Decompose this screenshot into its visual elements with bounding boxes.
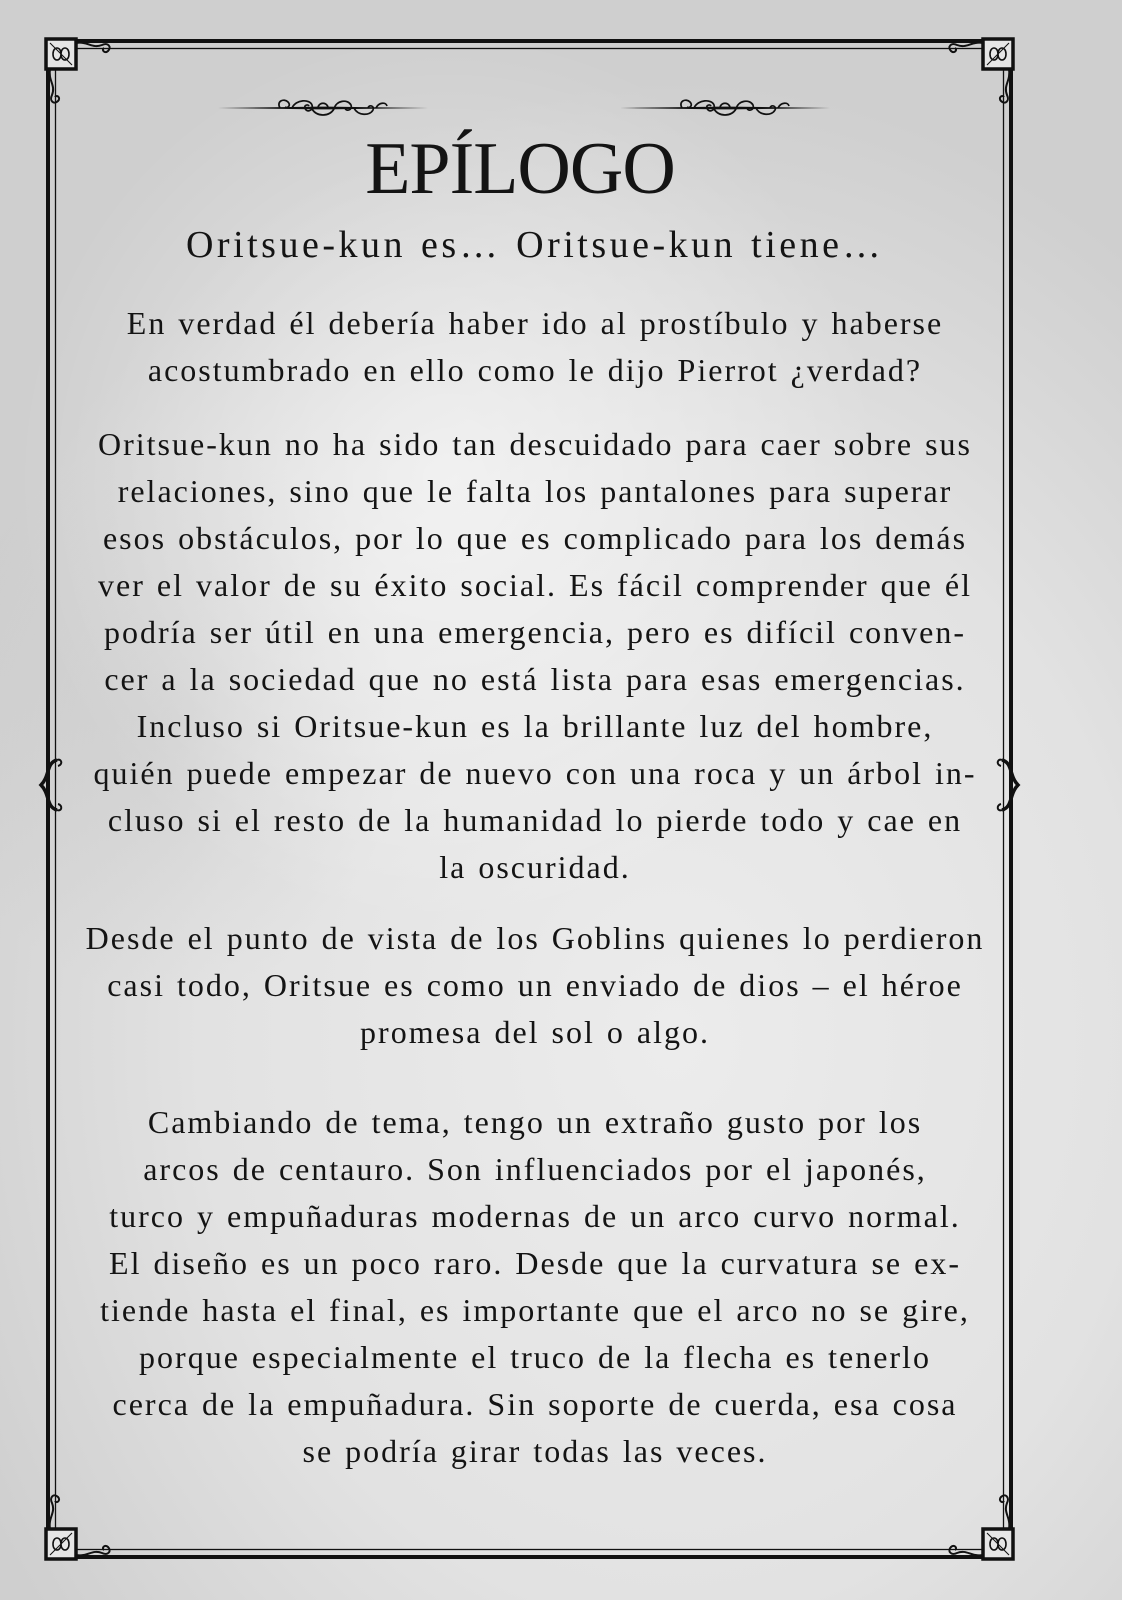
paragraph-2: [70, 421, 1000, 891]
text-line: cluso si el resto de la humanidad lo pierde todo y cae en: [107, 802, 963, 838]
text-line: Cambiando de tema, tengo un extraño gusto por los: [147, 1104, 923, 1140]
text-line: esos obstáculos, por lo que es complicado para los demás: [102, 520, 968, 556]
text-line: tiende hasta el final, es importante que el arco no se gire,: [100, 1292, 970, 1328]
text-line: ver el valor de su éxito social. Es fácil comprender que él: [98, 567, 972, 603]
page-title: EPÍLOGO: [365, 128, 675, 210]
text-line: Desde el punto de vista de los Goblins quienes lo perdieron: [85, 920, 985, 956]
header-flourish-right: [620, 100, 830, 115]
side-ornament-left: [41, 760, 61, 811]
paragraph-4: [70, 1099, 1000, 1475]
text-line: se podría girar todas las veces.: [302, 1433, 768, 1469]
text-line: cerca de la empuñadura. Sin soporte de cuerda, esa cosa: [112, 1386, 958, 1422]
text-line: turco y empuñaduras modernas de un arco curvo normal.: [109, 1198, 961, 1234]
text-line: quién puede empezar de nuevo con una roca y un árbol in-: [93, 755, 977, 791]
text-line: El diseño es un poco raro. Desde que la curvatura se ex-: [109, 1245, 961, 1281]
text-line: relaciones, sino que le falta los pantalones para superar: [117, 473, 953, 509]
paragraph-3: [70, 915, 1000, 1056]
text-line: cer a la sociedad que no está lista para esas emergencias.: [104, 661, 966, 697]
header-flourish-left: [218, 100, 428, 115]
text-line: porque especialmente el truco de la flecha es tenerlo: [139, 1339, 931, 1375]
text-line: acostumbrado en ello como le dijo Pierrot ¿verdad?: [147, 352, 923, 388]
text-line: Incluso si Oritsue-kun es la brillante luz del hombre,: [136, 708, 934, 744]
text-line: promesa del sol o algo.: [360, 1014, 710, 1050]
text-line: podría ser útil en una emergencia, pero es difícil conven-: [103, 614, 966, 650]
paragraph-1: [70, 300, 1000, 394]
side-ornament-right: [998, 760, 1018, 811]
text-line: la oscuridad.: [439, 849, 631, 885]
text-line: casi todo, Oritsue es como un enviado de dios – el héroe: [107, 967, 963, 1003]
text-line: En verdad él debería haber ido al prostíbulo y haberse: [126, 305, 944, 341]
text-line: arcos de centauro. Son influenciados por el japonés,: [143, 1151, 927, 1187]
text-line: Oritsue-kun no ha sido tan descuidado para caer sobre sus: [98, 426, 972, 462]
page-subtitle: Oritsue-kun es… Oritsue-kun tiene…: [185, 224, 885, 266]
